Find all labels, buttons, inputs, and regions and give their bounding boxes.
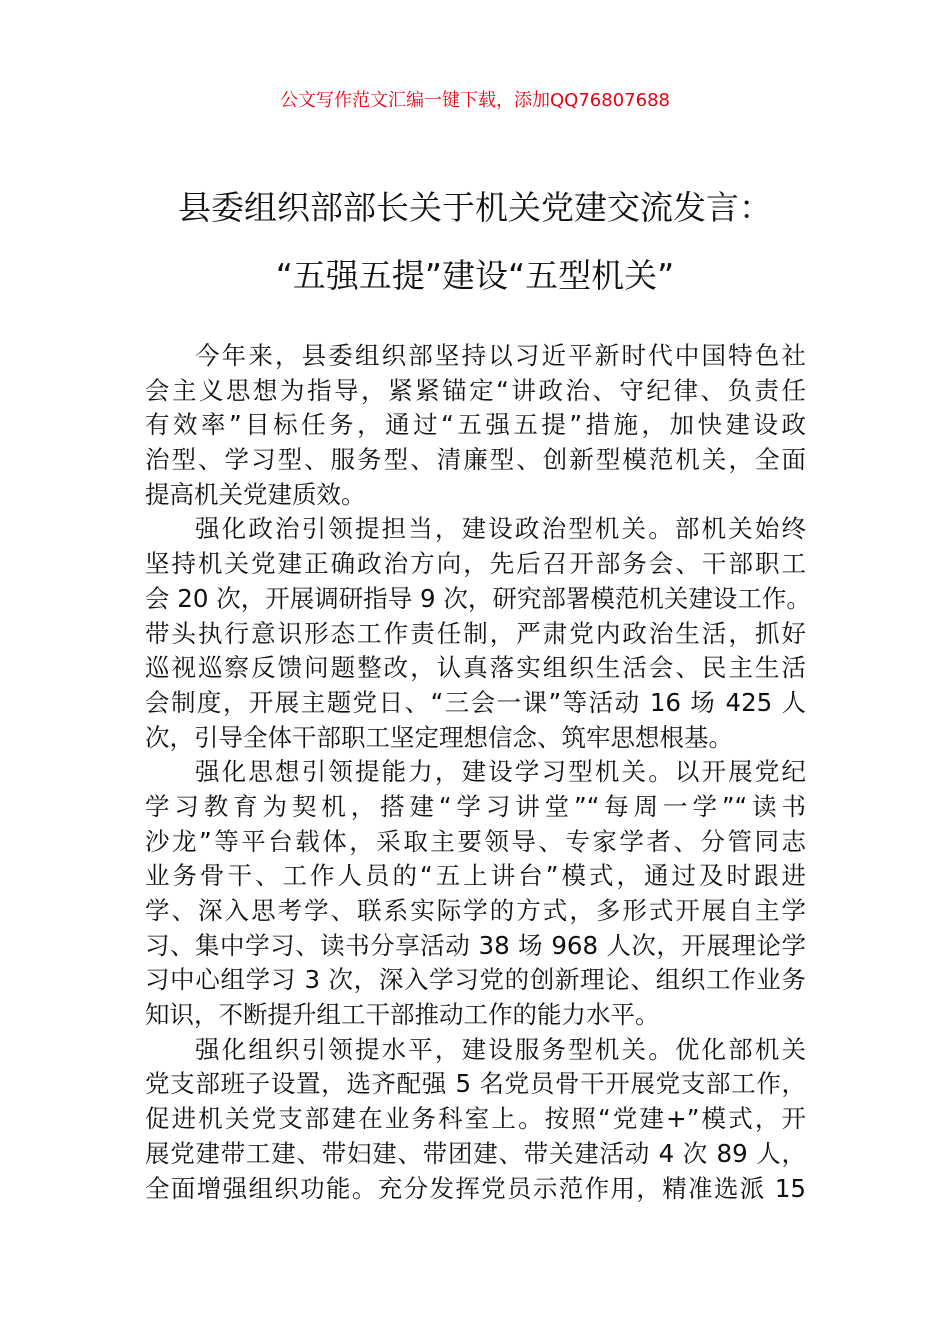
paragraph-line: 会 20 次，开展调研指导 9 次，研究部署模范机关建设工作。 (145, 583, 811, 613)
paragraph-line: 党支部班子设置，选齐配强 5 名党员骨干开展党支部工作， (145, 1069, 806, 1099)
paragraph-line: 带头执行意识形态工作责任制，严肃党内政治生活，抓好 (145, 618, 806, 648)
paragraph-line: 展党建带工建、带妇建、带团建、带关建活动 4 次 89 人， (145, 1138, 806, 1168)
paragraph-line: 强化政治引领提担当，建设政治型机关。部机关始终 (195, 514, 806, 544)
download-banner: 公文写作范文汇编一键下载，添加QQ76807688 (280, 90, 670, 111)
paragraph-line: 促进机关党支部建在业务科室上。按照“党建+”模式，开 (145, 1104, 806, 1134)
paragraph (145, 1033, 806, 1206)
paragraph-line: 坚持机关党建正确政治方向，先后召开部务会、干部职工 (145, 549, 806, 579)
paragraph-line: 次，引导全体干部职工坚定理想信念、筑牢思想根基。 (145, 722, 733, 752)
paragraph-line: 业务骨干、工作人员的“五上讲台”模式，通过及时跟进 (145, 861, 806, 891)
paragraph-line: 巡视巡察反馈问题整改，认真落实组织生活会、民主生活 (145, 653, 806, 683)
paragraph-line: 学、深入思考学、联系实际学的方式，多形式开展自主学 (145, 896, 806, 925)
paragraph-line: 有效率”目标任务，通过“五强五提”措施，加快建设政 (145, 410, 806, 440)
document-title-line-1: 县委组织部部长关于机关党建交流发言： (178, 188, 772, 227)
paragraph-line: 会主义思想为指导，紧紧锚定“讲政治、守纪律、负责任 (145, 375, 806, 405)
paragraph-line: 今年来，县委组织部坚持以习近平新时代中国特色社 (195, 341, 806, 370)
paragraph-line: 强化思想引领提能力，建设学习型机关。以开展党纪 (195, 757, 806, 787)
paragraph (145, 755, 806, 1033)
paragraph-line: 提高机关党建质效。 (145, 479, 366, 509)
paragraph (145, 512, 811, 755)
paragraph-line: 沙龙”等平台载体，采取主要领导、专家学者、分管同志 (145, 826, 806, 856)
paragraph-line: 治型、学习型、服务型、清廉型、创新型模范机关，全面 (145, 445, 806, 475)
document-title-line-2: “五强五提”建设“五型机关” (275, 256, 675, 295)
paragraph (145, 339, 806, 512)
paragraph-line: 全面增强组织功能。充分发挥党员示范作用，精准选派 15 (145, 1173, 806, 1203)
paragraph-line: 会制度，开展主题党日、“三会一课”等活动 16 场 425 人 (145, 687, 806, 717)
paragraph-line: 强化组织引领提水平，建设服务型机关。优化部机关 (195, 1034, 806, 1064)
paragraph-line: 学习教育为契机，搭建“学习讲堂”“每周一学”“读书 (145, 791, 806, 821)
paragraph-line: 习中心组学习 3 次，深入学习党的创新理论、组织工作业务 (145, 965, 806, 995)
paragraph-line: 习、集中学习、读书分享活动 38 场 968 人次，开展理论学 (145, 930, 806, 960)
paragraph-line: 知识，不断提升组工干部推动工作的能力水平。 (145, 1000, 660, 1030)
document-body (145, 339, 811, 1206)
